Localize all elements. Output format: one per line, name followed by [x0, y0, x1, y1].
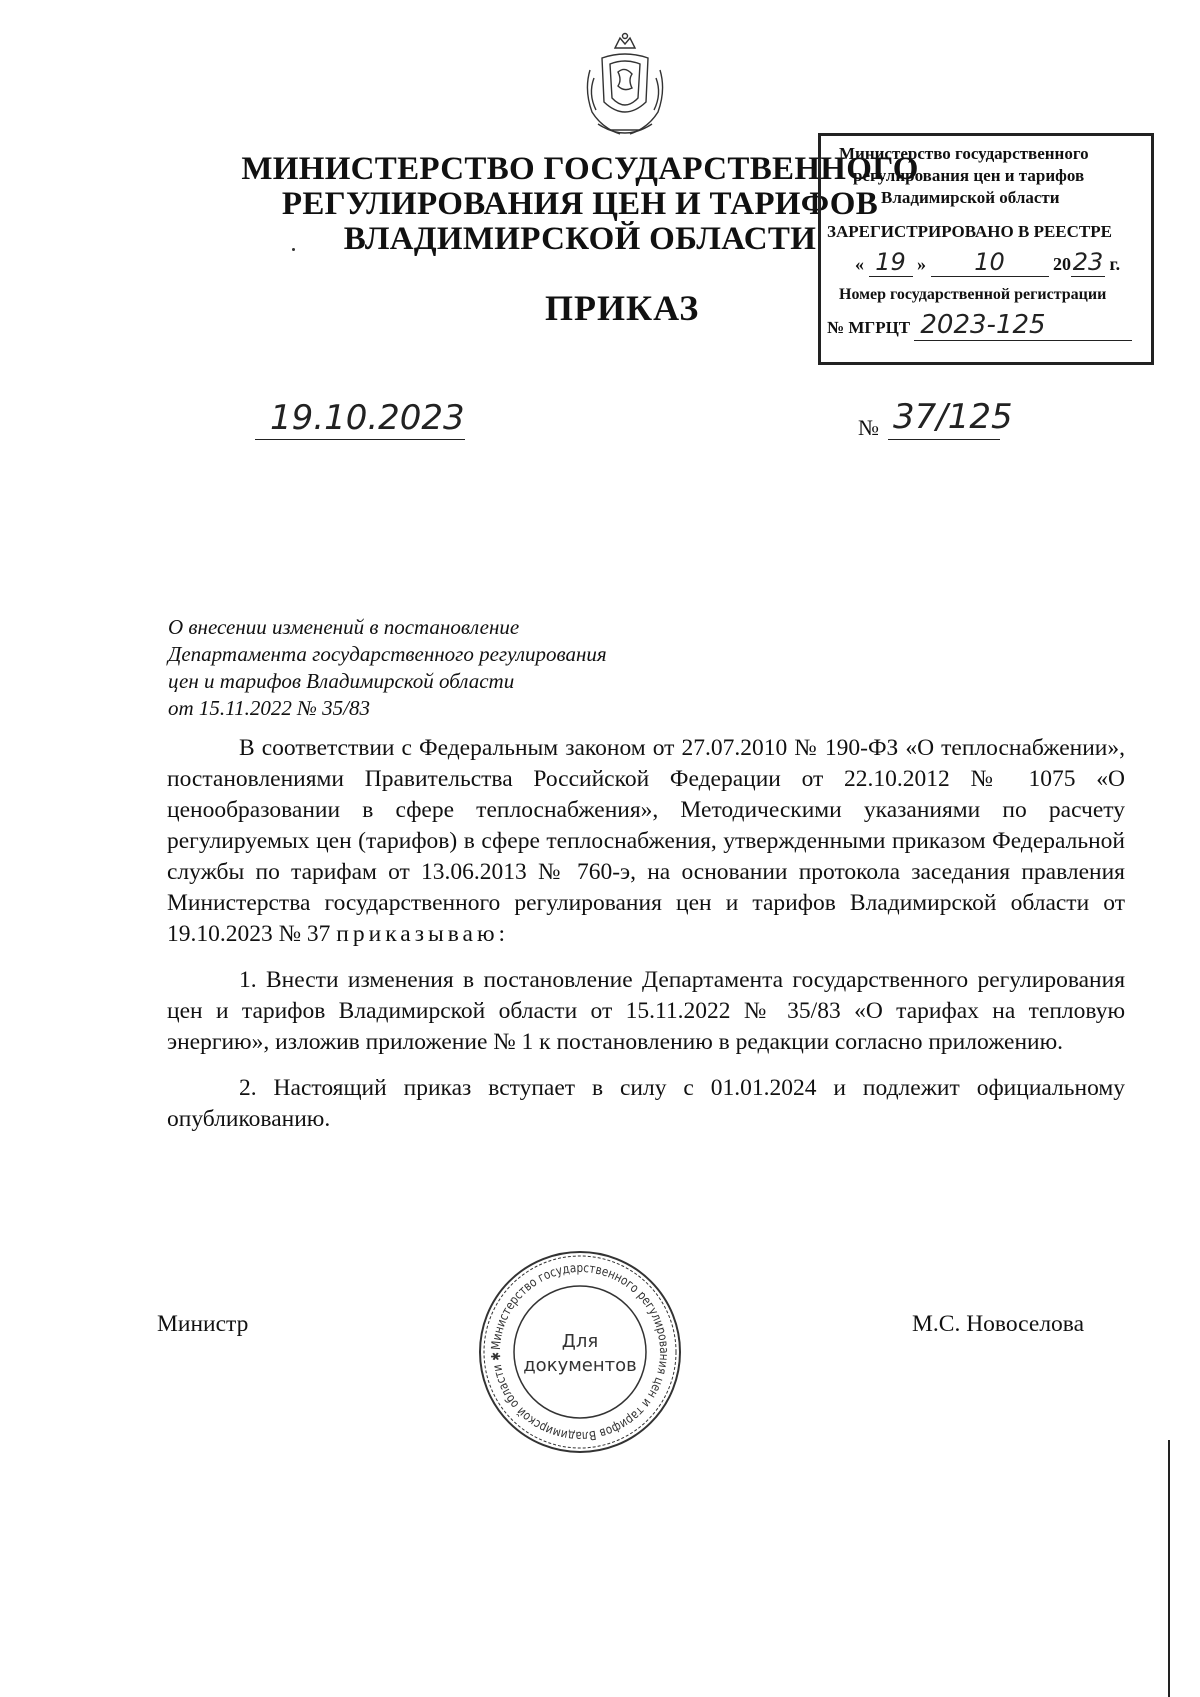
signatory-title: Министр: [157, 1311, 249, 1337]
registration-stamp: [818, 133, 1154, 365]
stamp-reg-number-label: Номер государственной регистрации: [839, 286, 1107, 303]
subject-line-3: цен и тарифов Владимирской области: [168, 669, 515, 693]
seal-center-line-1: Для: [561, 1331, 599, 1352]
stamp-year-prefix: 20: [1053, 254, 1071, 274]
stamp-year-suffix: 23: [1072, 248, 1104, 276]
stamp-year-mark: г.: [1109, 254, 1121, 274]
header-line-1: МИНИСТЕРСТВО ГОСУДАРСТВЕННОГО: [241, 151, 919, 187]
subject-line-2: Департамента государственного регулирования: [168, 642, 607, 666]
order-date: 19.10.2023: [270, 398, 465, 438]
stamp-open-quote: «: [855, 254, 864, 274]
svg-text:Министерство государственного: [488, 1260, 672, 1444]
order-body: [167, 733, 1125, 1150]
stamp-org-line-2: регулирования цен и тарифов: [853, 166, 1085, 185]
order-number-label: №: [858, 415, 879, 440]
body-paragraph-preamble: [167, 733, 1125, 950]
stamp-org-line-3: Владимирской области: [881, 188, 1060, 207]
body-paragraph-item-1: 1. Внести изменения в постановление Департамента государственного регулирования цен и тарифов Владимирской области от 15.11.2022 № 35/83 «О тарифах на тепловую энергию», изложив приложение № 1 к постановлению в редакции согласно приложению.: [167, 967, 1125, 1055]
order-number: 37/125: [893, 397, 1013, 437]
preamble-emphasis: приказываю:: [336, 921, 510, 947]
stamp-month: 10: [931, 248, 1049, 277]
subject-line-4: от 15.11.2022 № 35/83: [168, 696, 370, 720]
preamble-text: В соответствии с Федеральным законом от 27.07.2010 № 190-ФЗ «О теплоснабжении», постановлениями Правительства Российской Федерации от 22.10.2012 № 1075 «О ценообразовании в сфере теплоснабжения», Методическими указаниями по расчету регулируемых цен (тарифов) в сфере теплоснабжения, утвержденными приказом Федеральной службы по тарифам от 13.06.2013 № 760-э, на основании протокола заседания правления Министерства государственного регулирования цен и тарифов Владимирской области от 19.10.2023 № 37: [167, 735, 1125, 947]
document-type-title: ПРИКАЗ: [545, 288, 700, 328]
body-paragraph-item-2: 2. Настоящий приказ вступает в силу с 01.01.2024 и подлежит официальному опубликованию.: [167, 1075, 1125, 1132]
stamp-registered-label: ЗАРЕГИСТРИРОВАНО В РЕЕСТРЕ: [827, 222, 1112, 241]
stamp-day: 19: [869, 248, 913, 277]
scan-edge-line: [1168, 1440, 1170, 1697]
subject-line-1: О внесении изменений в постановление: [168, 615, 520, 639]
header-line-2: РЕГУЛИРОВАНИЯ ЦЕН И ТАРИФОВ: [281, 186, 879, 222]
seal-ring-text: Министерство государственного регулирования цен и тарифов Владимирской области ✱: [487, 1259, 673, 1445]
stamp-mgrpt-label: № МГРЦТ: [827, 318, 911, 337]
order-number-underline: [888, 439, 1000, 440]
round-seal: [475, 1247, 685, 1457]
stamp-date-row: [855, 248, 1120, 277]
order-subject: [168, 614, 688, 722]
seal-center-line-2: документов: [523, 1355, 637, 1376]
coat-of-arms-emblem: [580, 30, 670, 142]
header-line-3: ВЛАДИМИРСКОЙ ОБЛАСТИ: [343, 221, 817, 257]
stamp-mgrpt-row: [827, 310, 1132, 341]
order-date-underline: [255, 439, 465, 440]
signatory-name: М.С. Новоселова: [912, 1311, 1085, 1337]
stamp-close-quote: »: [917, 254, 926, 274]
stamp-org-line-1: Министерство государственного: [839, 144, 1089, 163]
stamp-mgrpt-value: 2023-125: [914, 310, 1132, 341]
